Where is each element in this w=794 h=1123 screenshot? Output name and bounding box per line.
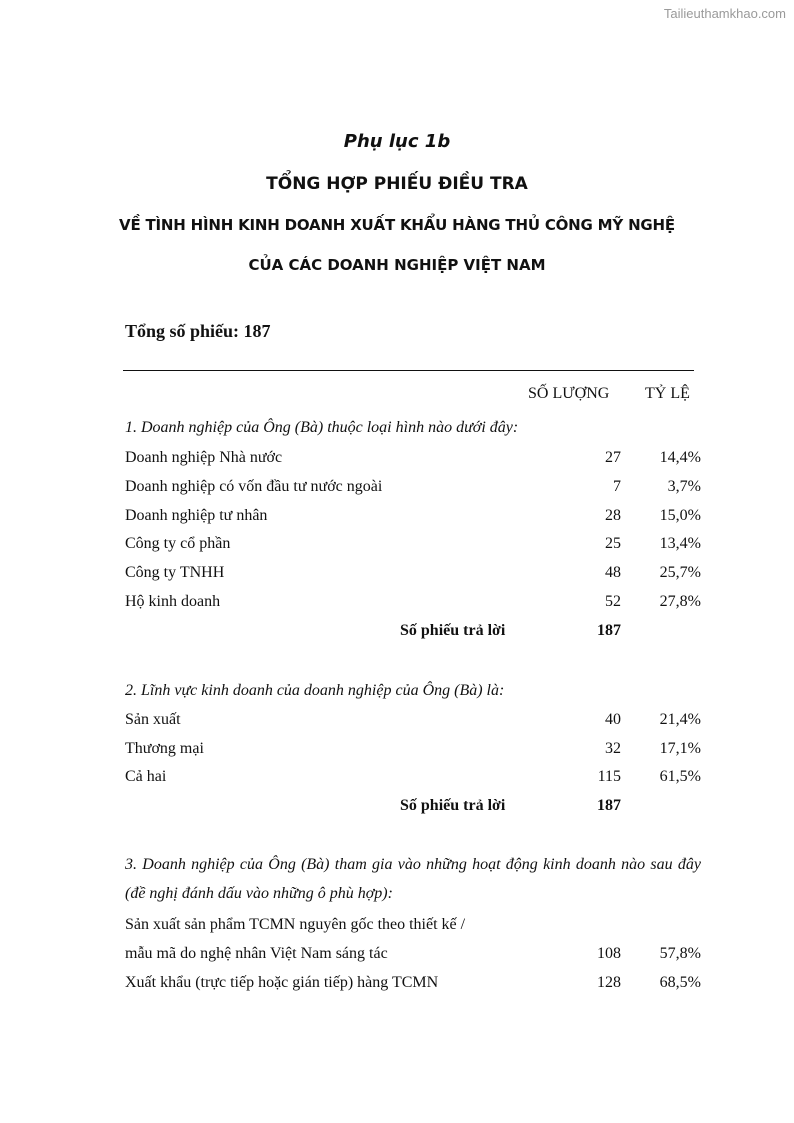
row-percent: 17,1% [659,740,701,757]
summary-row [125,791,701,820]
column-header-quantity: SỐ LƯỢNG [528,385,610,402]
row-label: Công ty TNHH [125,564,225,581]
row-count: 40 [605,711,621,728]
summary-row [125,616,701,645]
row-count: 7 [613,478,621,495]
row-count: 128 [597,974,621,991]
survey-subtitle-line2: CỦA CÁC DOANH NGHIỆP VIỆT NAM [248,256,546,274]
summary-label: Số phiếu trả lời [400,622,506,639]
row-label-line1: Sản xuất sản phẩm TCMN nguyên gốc theo thiết kế / [125,916,466,933]
row-count: 28 [605,507,621,524]
row-count: 48 [605,564,621,581]
table-row [125,939,701,968]
row-label: Doanh nghiệp Nhà nước [125,449,283,466]
table-row [125,968,701,997]
question-2: 2. Lĩnh vực kinh doanh của doanh nghiệp của Ông (Bà) là: [125,682,505,699]
table-row [125,529,701,558]
row-percent: 13,4% [659,535,701,552]
appendix-title: Phụ lục 1b [343,131,451,152]
row-count: 52 [605,593,621,610]
row-label: Xuất khẩu (trực tiếp hoặc gián tiếp) hàng TCMN [125,974,439,991]
table-row [125,501,701,530]
row-count: 25 [605,535,621,552]
table-row [125,587,701,616]
summary-count: 187 [597,797,621,814]
row-percent: 25,7% [659,564,701,581]
total-forms: Tổng số phiếu: 187 [125,321,271,341]
row-label: Cả hai [125,768,167,785]
table-row [125,558,701,587]
row-label: Doanh nghiệp tư nhân [125,507,268,524]
row-percent: 61,5% [659,768,701,785]
row-count: 115 [597,768,621,785]
row-percent: 27,8% [659,593,701,610]
question-1: 1. Doanh nghiệp của Ông (Bà) thuộc loại hình nào dưới đây: [125,419,519,436]
summary-label: Số phiếu trả lời [400,797,506,814]
summary-count: 187 [597,622,621,639]
table-row [125,762,701,791]
row-label: mẫu mã do nghệ nhân Việt Nam sáng tác [125,945,388,962]
row-percent: 68,5% [659,974,701,991]
row-label: Công ty cổ phần [125,535,231,552]
question-3: 3. Doanh nghiệp của Ông (Bà) tham gia vào những hoạt động kinh doanh nào sau đây (đề nghị đánh dấu vào những ô phù hợp): [125,856,701,902]
table-row [125,472,701,501]
row-count: 108 [597,945,621,962]
row-count: 27 [605,449,621,466]
row-percent: 21,4% [659,711,701,728]
survey-title: TỔNG HỢP PHIẾU ĐIỀU TRA [266,174,528,194]
table-row [125,443,701,472]
row-percent: 14,4% [659,449,701,466]
column-header-rate: TỶ LỆ [645,385,690,402]
divider [123,370,694,371]
row-percent: 57,8% [659,945,701,962]
row-percent: 3,7% [667,478,701,495]
row-label: Sản xuất [125,711,181,728]
table-row [125,734,701,763]
table-row [125,910,701,939]
watermark: Tailieuthamkhao.com [663,6,786,21]
row-label: Thương mại [125,740,204,757]
row-label: Doanh nghiệp có vốn đầu tư nước ngoài [125,478,383,495]
row-label: Hộ kinh doanh [125,593,221,610]
row-percent: 15,0% [659,507,701,524]
row-count: 32 [605,740,621,757]
table-row [125,705,701,734]
survey-subtitle-line1: VỀ TÌNH HÌNH KINH DOANH XUẤT KHẨU HÀNG THỦ CÔNG MỸ NGHỆ [119,216,675,234]
